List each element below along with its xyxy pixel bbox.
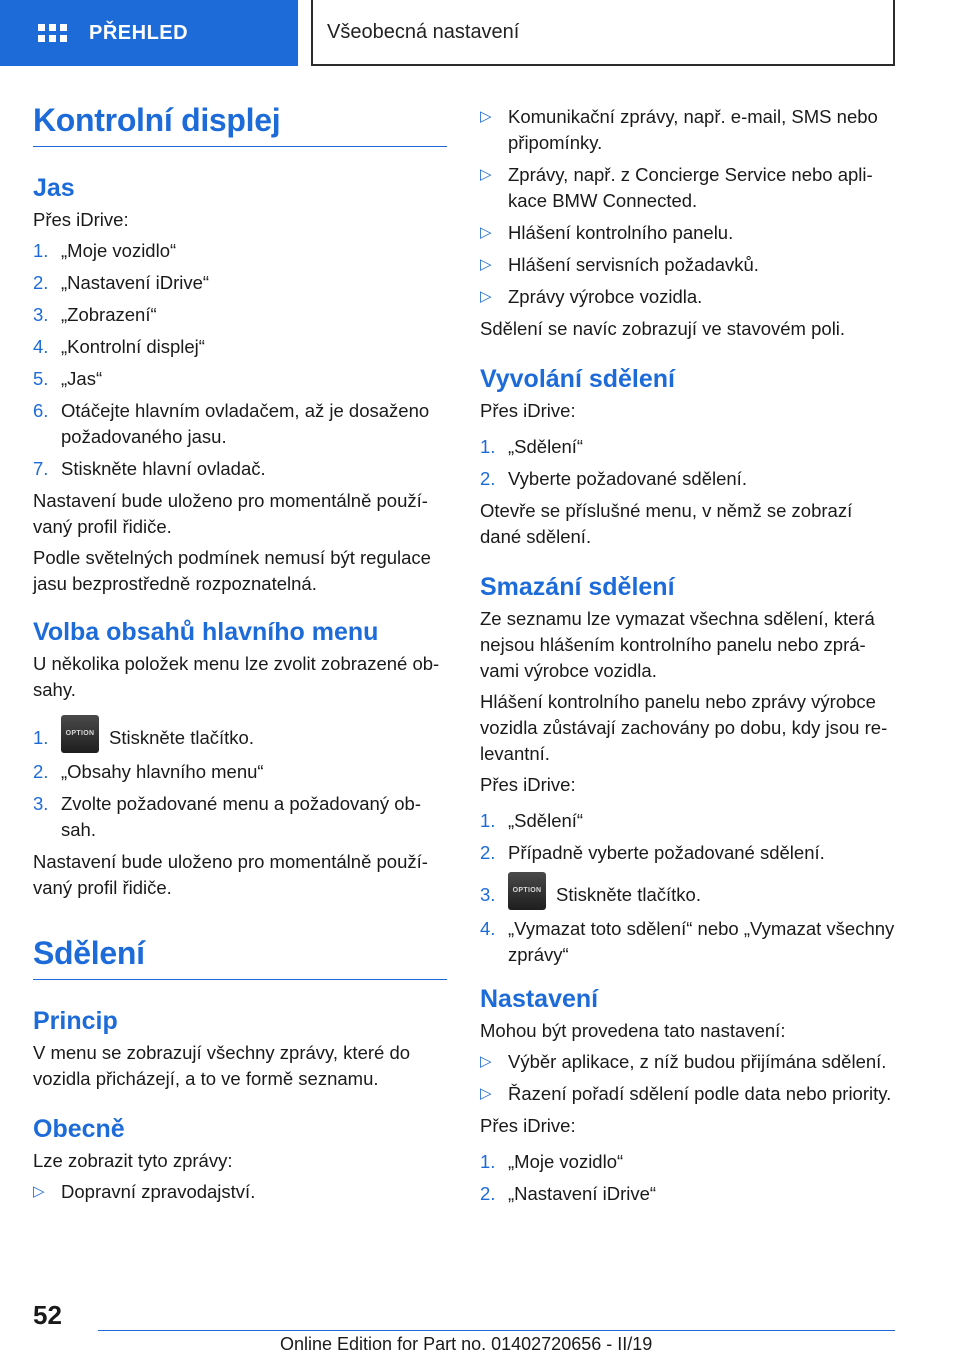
list-item: 3. Zvolte požadované menu a požadovaný obsah. <box>33 793 421 840</box>
vyvolani-note: Otevře se příslušné menu, v němž se zobrazí dané sdělení. <box>480 500 853 547</box>
smazani-intro: Přes iDrive: <box>480 774 576 795</box>
list-item: 7. Stiskněte hlavní ovladač. <box>33 458 266 479</box>
list-item: ▷ Hlášení kontrolního panelu. <box>480 220 895 246</box>
list-item: 1. „Sdělení“ <box>480 436 584 457</box>
list-item: 1. „Moje vozidlo“ <box>33 240 177 261</box>
bullet-triangle-icon: ▷ <box>480 224 492 241</box>
heading-kontrolni-displej: Kontrolní displej <box>33 100 447 147</box>
smazani-p1: Ze seznamu lze vymazat všechna sdělení, která nejsou hlášením kontrolního panelu nebo zprávami výrobce vozidla. <box>480 608 875 681</box>
right-column <box>480 104 895 1213</box>
list-item: ▷ Komunikační zprávy, např. e-mail, SMS nebo připomínky. <box>480 106 878 153</box>
vyvolani-intro: Přes iDrive: <box>480 400 576 421</box>
list-item: 4. „Vymazat toto sdělení“ nebo „Vymazat všechny zprávy“ <box>480 918 895 965</box>
message-type-bullets <box>480 104 895 310</box>
option-button-icon: OPTION <box>508 872 546 910</box>
bullet-triangle-icon: ▷ <box>33 1183 45 1200</box>
bullet-triangle-icon: ▷ <box>480 256 492 273</box>
list-item: 1. OPTION Stiskněte tlačítko. <box>33 715 447 753</box>
nastaveni-intro: Mohou být provedena tato nastavení: <box>480 1020 786 1041</box>
bullet-triangle-icon: ▷ <box>480 108 492 125</box>
heading-vyvolani: Vyvolání sdělení <box>480 365 675 393</box>
smazani-steps <box>480 808 895 968</box>
list-item: 3. „Zobrazení“ <box>33 304 157 325</box>
option-button-icon: OPTION <box>61 715 99 753</box>
heading-nastaveni: Nastavení <box>480 985 599 1013</box>
list-item: ▷ Zprávy výrobce vozidla. <box>480 284 895 310</box>
list-item: ▷ Výběr aplikace, z níž budou přijímána sdělení. <box>480 1049 895 1075</box>
heading-jas: Jas <box>33 174 75 202</box>
princip-text: V menu se zobrazují všechny zprávy, které do vozidla přicházejí, a to ve formě seznamu. <box>33 1042 411 1089</box>
bullet-triangle-icon: ▷ <box>480 166 492 183</box>
heading-obecne: Obecně <box>33 1115 125 1143</box>
volba-intro: U několika položek menu lze zvolit zobrazené obsahy. <box>33 653 440 700</box>
footer-divider <box>98 1330 895 1331</box>
list-item: 5. „Jas“ <box>33 368 103 389</box>
jas-steps <box>33 238 447 482</box>
nastaveni-bullets <box>480 1049 895 1107</box>
heading-princip: Princip <box>33 1007 118 1035</box>
list-item: 2. „Nastavení iDrive“ <box>480 1183 657 1204</box>
smazani-p2: Hlášení kontrolního panelu nebo zprávy výrobce vozidla zůstávají zachovány po dobu, kdy jsou relevantní. <box>480 691 888 764</box>
jas-intro: Přes iDrive: <box>33 209 129 230</box>
overview-label: PŘEHLED <box>89 21 189 44</box>
list-item: ▷ Zprávy, např. z Concierge Service nebo aplikace BMW Connected. <box>480 164 873 211</box>
bullet-triangle-icon: ▷ <box>480 1053 492 1070</box>
bullet-triangle-icon: ▷ <box>480 1085 492 1102</box>
footer-edition: Online Edition for Part no. 01402720656 - II/19 <box>280 1334 653 1354</box>
grid-menu-icon <box>38 24 67 42</box>
status-field-note: Sdělení se navíc zobrazují ve stavovém poli. <box>480 318 846 339</box>
list-item: ▷ Dopravní zpravodajství. <box>33 1179 447 1205</box>
list-item: ▷ Řazení pořadí sdělení podle data nebo priority. <box>480 1081 895 1107</box>
jas-note-profile: Nastavení bude uloženo pro momentálně používaný profil řidiče. <box>33 490 428 537</box>
nastaveni-steps <box>480 1149 895 1207</box>
bullet-triangle-icon: ▷ <box>480 288 492 305</box>
jas-note-light: Podle světelných podmínek nemusí být regulace jasu bezprostředně rozpoznatelná. <box>33 547 431 594</box>
list-item: 1. „Moje vozidlo“ <box>480 1151 624 1172</box>
heading-smazani: Smazání sdělení <box>480 573 675 601</box>
list-item: 2. „Nastavení iDrive“ <box>33 272 210 293</box>
heading-volba-obsahu: Volba obsahů hlavního menu <box>33 618 379 646</box>
list-item: 3. OPTION Stiskněte tlačítko. <box>480 872 895 910</box>
volba-note-profile: Nastavení bude uloženo pro momentálně používaný profil řidiče. <box>33 851 428 898</box>
list-item: ▷ Hlášení servisních požadavků. <box>480 252 895 278</box>
list-item: 1. „Sdělení“ <box>480 810 584 831</box>
page-number: 52 <box>33 1300 62 1330</box>
left-column <box>33 100 447 1211</box>
vyvolani-steps <box>480 434 895 492</box>
list-item: 2. „Obsahy hlavního menu“ <box>33 761 264 782</box>
nastaveni-intro2: Přes iDrive: <box>480 1115 576 1136</box>
heading-sdeleni: Sdělení <box>33 933 447 980</box>
overview-tab[interactable] <box>0 0 298 66</box>
obecne-intro: Lze zobrazit tyto zprávy: <box>33 1150 233 1171</box>
list-item: 2. Vyberte požadované sdělení. <box>480 468 747 489</box>
section-title-tab[interactable]: Všeobecná nastavení <box>311 0 895 66</box>
obecne-bullets <box>33 1179 447 1205</box>
list-item: 4. „Kontrolní displej“ <box>33 336 205 357</box>
list-item: 6. Otáčejte hlavním ovladačem, až je dosaženo požadovaného jasu. <box>33 400 430 447</box>
list-item: 2. Případně vyberte požadované sdělení. <box>480 842 825 863</box>
volba-steps <box>33 715 447 843</box>
